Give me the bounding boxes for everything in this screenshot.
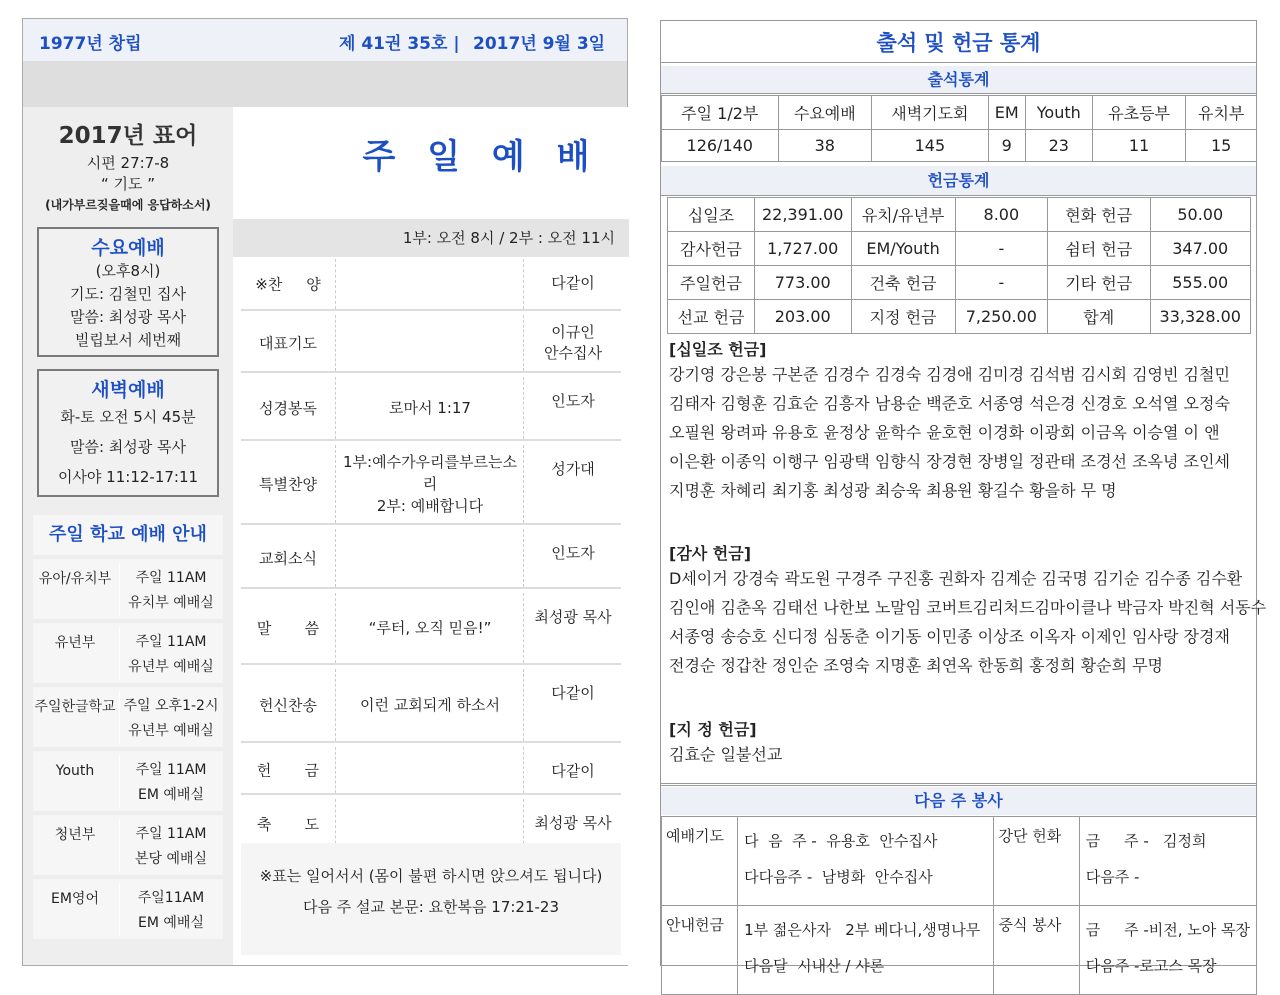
ss-time: 주일 오후1-2시 <box>123 698 219 714</box>
attendance-header: 유치부 <box>1186 96 1257 130</box>
next-week-label: 안내헌금 <box>662 906 738 995</box>
ss-place: 유년부 예배실 <box>128 659 214 675</box>
dawn-time: 화-토 오전 5시 45분 <box>60 408 196 426</box>
thanks-section <box>669 541 1267 680</box>
service-column <box>233 107 629 965</box>
attendance-header: 주일 1/2부 <box>662 96 779 130</box>
service-item-person: 인도자 <box>551 392 595 410</box>
dawn-box <box>37 369 219 497</box>
service-item-label: 대표기도 <box>259 334 317 353</box>
attendance-value: 145 <box>872 130 989 162</box>
service-item-content: 이런 교회되게 하소서 <box>360 696 500 714</box>
gray-banner <box>23 61 627 107</box>
wednesday-title: 수요예배 <box>91 237 165 259</box>
offering-label: 선교 헌금 <box>668 300 755 334</box>
sunday-school-row <box>33 751 223 811</box>
service-item-person: 인도자 <box>551 544 595 562</box>
tithe-names <box>669 360 1254 505</box>
ss-place: 유치부 예배실 <box>128 595 214 611</box>
bulletin-left-page <box>22 18 628 966</box>
offering-label: 쉼터 헌금 <box>1048 232 1150 266</box>
service-item-person: 다같이 <box>551 274 595 292</box>
next-week-label2: 중식 봉사 <box>994 906 1079 995</box>
offering-amount: 50.00 <box>1150 198 1251 232</box>
offering-amount: 347.00 <box>1150 232 1251 266</box>
divider <box>661 783 1256 786</box>
ss-time: 주일 11AM <box>135 634 207 650</box>
motto-verse: 시편 27:7-8 <box>86 154 170 172</box>
attendance-title: 출석통계 <box>661 66 1256 94</box>
ss-dept: 유년부 <box>54 635 96 651</box>
service-note: ※표는 일어서서 (몸이 불편 하시면 앉으셔도 됩니다) <box>259 867 603 885</box>
offering-label: 유치/유년부 <box>851 198 955 232</box>
ss-place: 유년부 예배실 <box>128 723 214 739</box>
service-title: 주 일 예 배 <box>362 137 600 177</box>
thanks-names <box>669 564 1267 680</box>
volume-text: 제 41권 35호 | <box>339 34 460 54</box>
wednesday-sermon: 말씀: 최성광 목사 <box>69 308 187 326</box>
next-week-label2: 강단 헌화 <box>994 817 1079 906</box>
ss-time: 주일 11AM <box>135 826 207 842</box>
tithe-name-line: 김태자 김형훈 김효순 김흥자 남용순 백준호 서종영 석은경 신경호 오석열 오정숙 <box>669 394 1230 413</box>
offering-title: 헌금통계 <box>661 166 1256 196</box>
motto-block <box>23 117 233 213</box>
duty2-line: 다음주 - <box>1085 868 1140 886</box>
sunday-school-title: 주일 학교 예배 안내 <box>33 515 223 555</box>
duty1-line: 1부 젊은사자 2부 베다니,생명나무 <box>744 921 981 939</box>
tithe-name-line: 오필원 왕려파 유용호 윤정상 윤학수 윤호현 이경화 이광회 이금옥 이승열 이 앤 <box>669 423 1220 442</box>
ss-time: 주일 11AM <box>135 762 207 778</box>
offering-amount: 1,727.00 <box>754 232 851 266</box>
next-week-title: 다음 주 봉사 <box>661 787 1256 815</box>
service-item-label: ※찬 양 <box>255 275 321 294</box>
next-sermon: 다음 주 설교 본문: 요한복음 17:21-23 <box>302 898 559 916</box>
wednesday-box <box>37 227 219 357</box>
service-item-person: 최성광 목사 <box>534 814 612 832</box>
attendance-value: 15 <box>1186 130 1257 162</box>
service-item-label: 말 씀 <box>256 619 320 638</box>
offering-row <box>668 300 1251 334</box>
attendance-value: 11 <box>1092 130 1186 162</box>
bulletin-right-page <box>660 20 1267 975</box>
offering-label: 주일헌금 <box>668 266 755 300</box>
duty2-line: 다음주 -로고스 목장 <box>1085 957 1217 975</box>
service-item <box>241 747 621 795</box>
dawn-sermon: 말씀: 최성광 목사 <box>69 438 187 456</box>
attendance-value: 23 <box>1025 130 1092 162</box>
service-item-content: 로마서 1:17 <box>389 399 471 417</box>
duty2-line: 금 주 - 김정희 <box>1085 832 1207 850</box>
offering-label: 현화 헌금 <box>1048 198 1150 232</box>
offering-row <box>668 198 1251 232</box>
offering-label: 합계 <box>1048 300 1150 334</box>
designated-section <box>669 717 1254 769</box>
tithe-name-line: 지명훈 차혜리 최기홍 최성광 최승욱 최용원 황길수 황을하 무 명 <box>669 481 1117 500</box>
duty2-line: 금 주 -비전, 노아 목장 <box>1085 921 1250 939</box>
service-item <box>241 669 621 743</box>
attendance-header: Youth <box>1025 96 1092 130</box>
sunday-school-row <box>33 559 223 619</box>
offering-row <box>668 266 1251 300</box>
service-item <box>241 315 621 373</box>
attendance-value: 9 <box>988 130 1025 162</box>
service-item-label: 성경봉독 <box>259 399 317 418</box>
next-week-duty2 <box>1079 906 1256 995</box>
attendance-value: 38 <box>778 130 872 162</box>
offering-label: 건축 헌금 <box>851 266 955 300</box>
sunday-school-row <box>33 623 223 683</box>
offering-label: 기타 헌금 <box>1048 266 1150 300</box>
offering-amount: - <box>955 266 1047 300</box>
stats-title: 출석 및 헌금 통계 <box>661 21 1256 63</box>
offering-amount: 773.00 <box>754 266 851 300</box>
tithe-name-line: 이은환 이종익 이행구 임광택 임향식 장경현 장병일 정관태 조경선 조옥녕 조인세 <box>669 452 1230 471</box>
offering-row <box>668 232 1251 266</box>
duty1-line: 다 음 주 - 유용호 안수집사 <box>744 832 938 850</box>
next-week-table <box>661 816 1257 995</box>
service-item <box>241 259 621 311</box>
next-week-label: 예배기도 <box>662 817 738 906</box>
next-week-row <box>662 906 1257 995</box>
wednesday-prayer: 기도: 김철민 집사 <box>69 285 187 303</box>
attendance-header: EM <box>988 96 1025 130</box>
designated-names <box>669 740 1254 769</box>
thanks-name-line: 김인애 김춘옥 김태선 나한보 노말임 코버트김리처드김마이클나 박금자 박진혁 서동수 <box>669 598 1267 617</box>
wednesday-book: 빌립보서 세번째 <box>74 331 182 349</box>
motto-theme: “ 기도 ” <box>100 175 156 193</box>
service-item-label: 축 도 <box>256 815 320 834</box>
founded-text: 1977년 창립 <box>39 34 142 54</box>
duty1-line: 다다음주 - 남병화 안수집사 <box>744 868 933 886</box>
service-item-label: 헌 금 <box>256 761 320 780</box>
service-order <box>241 259 621 855</box>
ss-dept: EM영어 <box>51 891 99 907</box>
motto-title: 2017년 표어 <box>58 123 198 149</box>
dawn-book: 이사야 11:12-17:11 <box>57 468 199 486</box>
service-item-person: 다같이 <box>551 762 595 780</box>
wednesday-time: (오후8시) <box>95 262 161 280</box>
service-item-person: 최성광 목사 <box>534 608 612 626</box>
offering-amount: 8.00 <box>955 198 1047 232</box>
dawn-title: 새벽예배 <box>91 379 165 401</box>
thanks-name-line: 전경순 정갑찬 정인순 조영숙 지명훈 최연옥 한동희 홍정희 황순희 무명 <box>669 656 1163 675</box>
attendance-header: 새벽기도회 <box>872 96 989 130</box>
offering-label: 십일조 <box>668 198 755 232</box>
service-item <box>241 529 621 589</box>
ss-time: 주일11AM <box>137 890 205 906</box>
offering-table <box>667 197 1251 334</box>
ss-time: 주일 11AM <box>135 570 207 586</box>
service-item-label: 헌신찬송 <box>259 696 317 715</box>
offering-label: EM/Youth <box>851 232 955 266</box>
tithe-title: [십일조 헌금] <box>669 340 767 359</box>
sunday-school-table <box>33 559 223 943</box>
offering-amount: 7,250.00 <box>955 300 1047 334</box>
service-item <box>241 377 621 441</box>
offering-amount: 203.00 <box>754 300 851 334</box>
ss-dept: 청년부 <box>54 827 96 843</box>
service-item-label: 특별찬양 <box>259 475 317 494</box>
next-week-duty1 <box>738 817 994 906</box>
designated-title: [지 정 헌금] <box>669 720 757 739</box>
tithe-section <box>669 337 1254 505</box>
ss-place: EM 예배실 <box>138 915 204 931</box>
attendance-header: 유초등부 <box>1092 96 1186 130</box>
ss-dept: Youth <box>55 763 95 779</box>
service-item-content: 1부:예수가우리를부르는소리 2부: 예배합니다 <box>343 453 517 515</box>
header-bar <box>23 19 627 61</box>
service-footer <box>241 843 621 955</box>
ss-dept: 유아/유치부 <box>38 571 112 587</box>
service-item-person: 성가대 <box>551 460 595 478</box>
service-item-content: “루터, 오직 믿음!” <box>368 619 492 637</box>
next-week-duty2 <box>1079 817 1256 906</box>
attendance-value: 126/140 <box>662 130 779 162</box>
offering-label: 지정 헌금 <box>851 300 955 334</box>
service-times: 1부: 오전 8시 / 2부 : 오전 11시 <box>233 219 629 257</box>
service-item <box>241 593 621 665</box>
offering-amount: - <box>955 232 1047 266</box>
service-item-person: 이규인 안수집사 <box>544 323 602 362</box>
ss-dept: 주일한글학교 <box>34 699 116 715</box>
sunday-school-row <box>33 879 223 939</box>
thanks-name-line: 서종영 송승호 신디정 심동춘 이기동 이민종 이상조 이옥자 이제인 임사랑 장경재 <box>669 627 1230 646</box>
designated-name-line: 김효순 일불선교 <box>669 745 783 764</box>
duty1-line: 다음달 시내산 / 샤론 <box>744 957 885 975</box>
service-item-label: 교회소식 <box>259 549 317 568</box>
attendance-table <box>661 95 1257 162</box>
offering-amount: 33,328.00 <box>1150 300 1251 334</box>
ss-place: EM 예배실 <box>138 787 204 803</box>
tithe-name-line: 강기영 강은봉 구본준 김경수 김경숙 김경애 김미경 김석범 김시회 김영빈 김철민 <box>669 365 1230 384</box>
sunday-school-row <box>33 687 223 747</box>
service-item <box>241 445 621 525</box>
side-column <box>23 107 233 965</box>
next-week-duty1 <box>738 906 994 995</box>
motto-desc: (내가부르짖을때에 응답하소서) <box>45 198 211 212</box>
attendance-header: 수요예배 <box>778 96 872 130</box>
offering-amount: 22,391.00 <box>754 198 851 232</box>
next-week-row <box>662 817 1257 906</box>
offering-label: 감사헌금 <box>668 232 755 266</box>
offering-amount: 555.00 <box>1150 266 1251 300</box>
service-item-person: 다같이 <box>551 684 595 702</box>
date-text: 2017년 9월 3일 <box>473 34 606 54</box>
thanks-title: [감사 헌금] <box>669 544 752 563</box>
thanks-name-line: D세이거 강경숙 곽도원 구경주 구진홍 권화자 김계순 김국명 김기순 김수종 김수환 <box>669 569 1243 588</box>
ss-place: 본당 예배실 <box>134 851 208 867</box>
sunday-school-row <box>33 815 223 875</box>
